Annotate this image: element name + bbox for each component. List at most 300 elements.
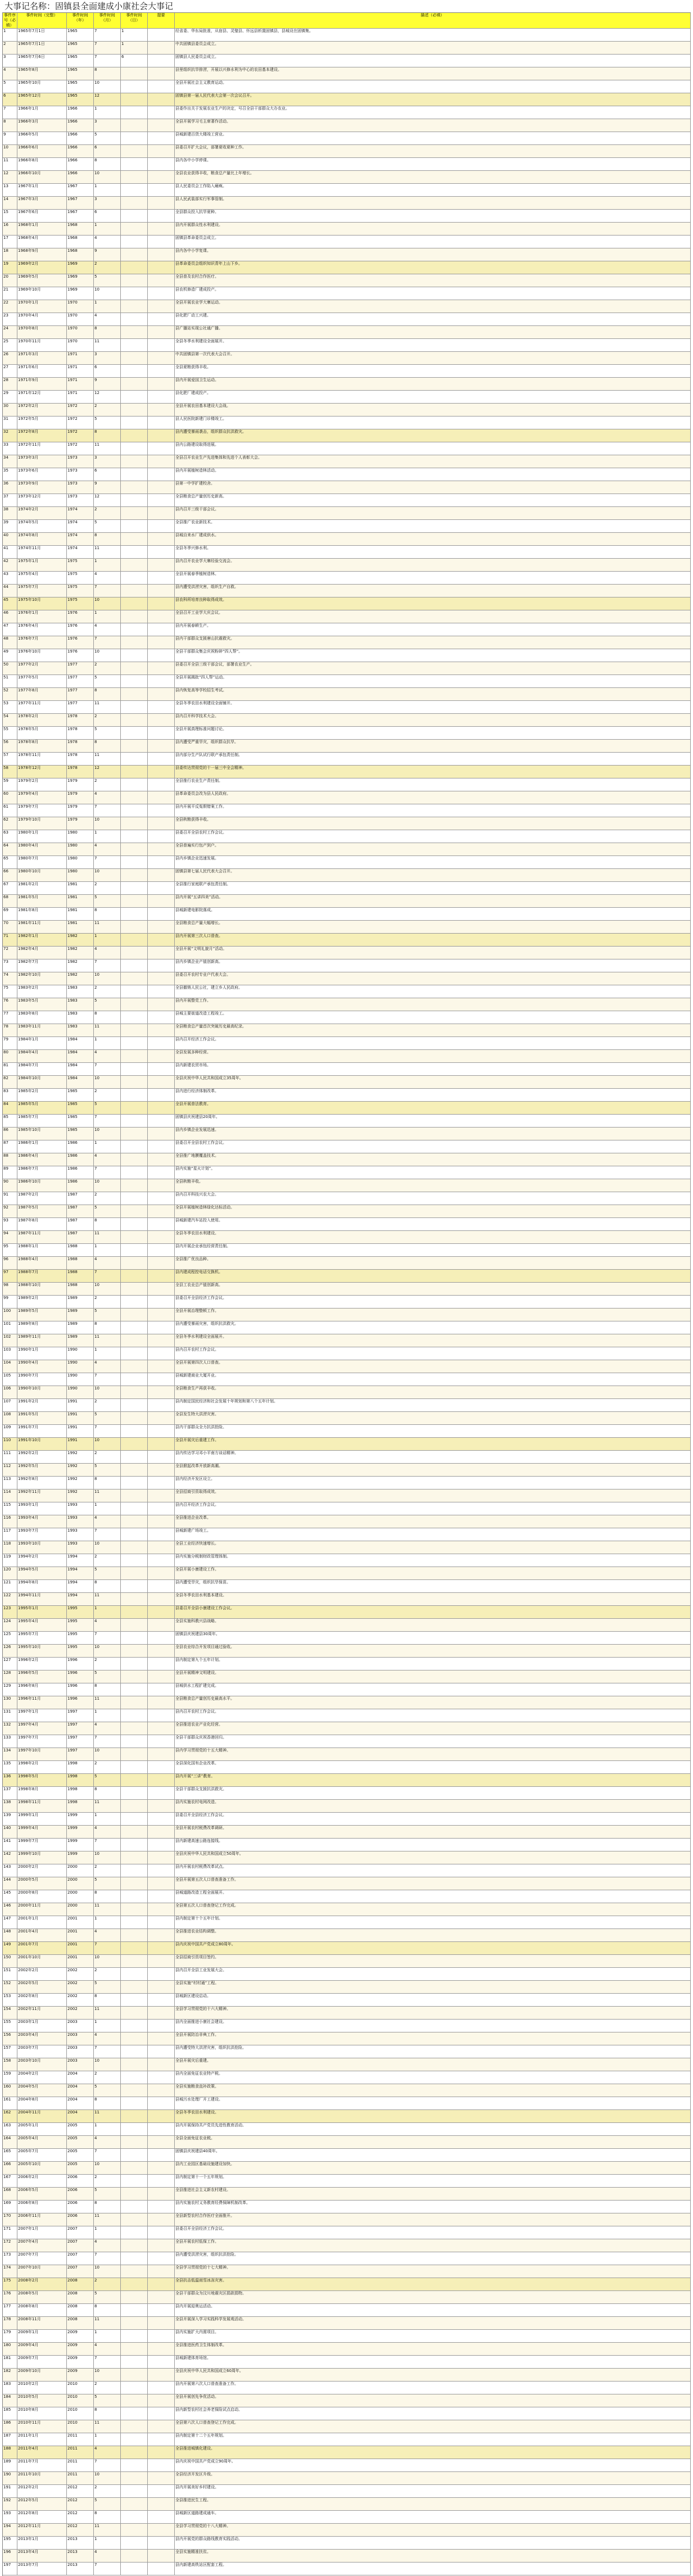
event-month-cell[interactable]: 11 [94,1334,121,1347]
row-number-cell[interactable]: 134 [3,1748,17,1761]
event-month-cell[interactable]: 4 [94,2550,121,2563]
row-number-cell[interactable]: 122 [3,1593,17,1606]
event-date-cell[interactable]: 1997年4月 [17,1722,67,1735]
summary-cell[interactable] [148,248,175,261]
event-date-cell[interactable]: 2001年10月 [17,1955,67,1968]
event-date-cell[interactable]: 2009年1月 [17,2330,67,2343]
event-year-cell[interactable]: 1976 [67,610,94,623]
description-cell[interactable]: 全县实施精准扶贫。 [175,2550,691,2563]
row-number-cell[interactable]: 162 [3,2110,17,2123]
event-month-cell[interactable]: 5 [94,274,121,287]
event-date-cell[interactable]: 2009年4月 [17,2343,67,2356]
event-day-cell[interactable] [121,429,148,442]
event-day-cell[interactable] [121,2343,148,2356]
description-cell[interactable]: 全县开展学习毛主席著作活动。 [175,119,691,132]
row-number-cell[interactable]: 7 [3,106,17,119]
event-month-cell[interactable]: 7 [94,856,121,869]
event-month-cell[interactable]: 4 [94,236,121,248]
description-cell[interactable]: 全县推广优良品种。 [175,1257,691,1270]
description-cell[interactable]: 县内召开农村工作会议。 [175,1709,691,1722]
summary-cell[interactable] [148,2407,175,2420]
summary-cell[interactable] [148,610,175,623]
event-date-cell[interactable]: 1979年2月 [17,778,67,791]
event-month-cell[interactable]: 2 [94,778,121,791]
description-cell[interactable]: 全县冬季农田水利建设。 [175,2110,691,2123]
summary-cell[interactable] [148,701,175,714]
summary-cell[interactable] [148,1670,175,1683]
summary-cell[interactable] [148,2045,175,2058]
event-month-cell[interactable]: 10 [94,171,121,184]
description-cell[interactable]: 县内新型农村社会养老保险试点启动。 [175,2407,691,2420]
event-month-cell[interactable]: 2 [94,2175,121,2188]
summary-cell[interactable] [148,2498,175,2511]
description-cell[interactable]: 固镇县革命委员会成立。 [175,236,691,248]
summary-cell[interactable] [148,2110,175,2123]
event-year-cell[interactable]: 2002 [67,1981,94,1994]
event-year-cell[interactable]: 1979 [67,791,94,804]
event-date-cell[interactable]: 2011年7月 [17,2459,67,2472]
description-cell[interactable]: 县广播站实现公社通广播。 [175,326,691,339]
row-number-cell[interactable]: 148 [3,1929,17,1942]
row-number-cell[interactable]: 83 [3,1089,17,1102]
event-day-cell[interactable] [121,830,148,843]
event-month-cell[interactable]: 5 [94,520,121,533]
event-year-cell[interactable]: 1977 [67,688,94,701]
row-number-cell[interactable]: 65 [3,856,17,869]
row-number-cell[interactable]: 163 [3,2123,17,2136]
event-date-cell[interactable]: 1995年4月 [17,1619,67,1632]
row-number-cell[interactable]: 11 [3,158,17,171]
row-number-cell[interactable]: 42 [3,559,17,572]
description-cell[interactable]: 县内各中小学停课。 [175,158,691,171]
summary-cell[interactable] [148,2123,175,2136]
event-month-cell[interactable]: 7 [94,2252,121,2265]
description-cell[interactable]: 全县深化国有企业改革。 [175,1761,691,1774]
row-number-cell[interactable]: 156 [3,2032,17,2045]
event-year-cell[interactable]: 2008 [67,2304,94,2317]
event-day-cell[interactable] [121,1166,148,1179]
event-year-cell[interactable]: 1974 [67,533,94,546]
event-year-cell[interactable]: 1998 [67,1787,94,1800]
description-cell[interactable]: 县内恢复高等学校招生考试。 [175,688,691,701]
event-year-cell[interactable]: 2003 [67,2020,94,2032]
summary-cell[interactable] [148,1619,175,1632]
event-day-cell[interactable] [121,2394,148,2407]
event-day-cell[interactable] [121,1645,148,1658]
event-date-cell[interactable]: 1993年10月 [17,1541,67,1554]
event-month-cell[interactable]: 2 [94,261,121,274]
event-month-cell[interactable]: 5 [94,2498,121,2511]
description-cell[interactable]: 县内制定第九个五年计划。 [175,1658,691,1670]
row-number-cell[interactable]: 10 [3,145,17,158]
event-year-cell[interactable]: 1989 [67,1309,94,1321]
event-date-cell[interactable]: 1967年3月 [17,197,67,210]
event-date-cell[interactable]: 2002年8月 [17,1994,67,2007]
summary-cell[interactable] [148,1864,175,1877]
description-cell[interactable]: 县革命委员会组织知识青年上山下乡。 [175,261,691,274]
summary-cell[interactable] [148,1373,175,1386]
event-month-cell[interactable]: 1 [94,1037,121,1050]
event-month-cell[interactable]: 8 [94,1011,121,1024]
row-number-cell[interactable]: 25 [3,339,17,352]
description-cell[interactable]: 县内制定第十一个五年规划。 [175,2175,691,2188]
row-number-cell[interactable]: 60 [3,791,17,804]
summary-cell[interactable] [148,404,175,416]
event-day-cell[interactable] [121,2058,148,2071]
row-number-cell[interactable]: 8 [3,119,17,132]
event-year-cell[interactable]: 1999 [67,1826,94,1839]
event-date-cell[interactable]: 1979年10月 [17,817,67,830]
event-day-cell[interactable] [121,2304,148,2317]
event-date-cell[interactable]: 2012年11月 [17,2524,67,2537]
summary-cell[interactable] [148,2032,175,2045]
event-date-cell[interactable]: 2004年5月 [17,2084,67,2097]
event-date-cell[interactable]: 1985年10月 [17,1128,67,1140]
event-date-cell[interactable]: 1981年5月 [17,895,67,908]
event-date-cell[interactable]: 2002年11月 [17,2007,67,2020]
description-cell[interactable]: 全县庆祝中华人民共和国成立50周年。 [175,1851,691,1864]
row-number-cell[interactable]: 1 [3,29,17,42]
row-number-cell[interactable]: 75 [3,985,17,998]
row-number-cell[interactable]: 155 [3,2020,17,2032]
event-year-cell[interactable]: 2010 [67,2407,94,2420]
event-year-cell[interactable]: 1981 [67,895,94,908]
row-number-cell[interactable]: 18 [3,248,17,261]
event-date-cell[interactable]: 1995年7月 [17,1632,67,1645]
description-cell[interactable]: 全县干部群众集会庆祝粉碎“四人帮”。 [175,649,691,662]
event-year-cell[interactable]: 1979 [67,804,94,817]
summary-cell[interactable] [148,184,175,197]
event-month-cell[interactable]: 9 [94,481,121,494]
event-year-cell[interactable]: 2011 [67,2459,94,2472]
summary-cell[interactable] [148,1593,175,1606]
event-month-cell[interactable]: 10 [94,972,121,985]
event-month-cell[interactable]: 3 [94,119,121,132]
description-cell[interactable]: 全县庆祝中华人民共和国成立60周年。 [175,2369,691,2382]
event-year-cell[interactable]: 1987 [67,1205,94,1218]
event-month-cell[interactable]: 11 [94,442,121,455]
event-year-cell[interactable]: 1988 [67,1283,94,1296]
event-date-cell[interactable]: 1973年9月 [17,481,67,494]
row-number-cell[interactable]: 191 [3,2485,17,2498]
description-cell[interactable]: 县内乡镇企业迅速发展。 [175,856,691,869]
summary-cell[interactable] [148,2071,175,2084]
row-number-cell[interactable]: 127 [3,1658,17,1670]
event-month-cell[interactable]: 4 [94,2239,121,2252]
summary-cell[interactable] [148,2485,175,2498]
row-number-cell[interactable]: 171 [3,2226,17,2239]
event-year-cell[interactable]: 1978 [67,727,94,740]
row-number-cell[interactable]: 115 [3,1502,17,1515]
summary-cell[interactable] [148,688,175,701]
event-year-cell[interactable]: 1992 [67,1490,94,1502]
description-cell[interactable]: 县城新建商业大厦开业。 [175,1373,691,1386]
event-year-cell[interactable]: 1968 [67,236,94,248]
event-date-cell[interactable]: 1992年5月 [17,1464,67,1477]
event-year-cell[interactable]: 1971 [67,352,94,365]
row-number-cell[interactable]: 45 [3,597,17,610]
event-year-cell[interactable]: 1995 [67,1606,94,1619]
event-month-cell[interactable]: 4 [94,2343,121,2356]
event-day-cell[interactable] [121,1037,148,1050]
row-number-cell[interactable]: 157 [3,2045,17,2058]
row-number-cell[interactable]: 188 [3,2446,17,2459]
description-cell[interactable]: 县内开展党的群众路线教育实践活动。 [175,2537,691,2550]
event-month-cell[interactable]: 11 [94,1696,121,1709]
event-date-cell[interactable]: 1998年8月 [17,1787,67,1800]
event-day-cell[interactable] [121,649,148,662]
description-cell[interactable]: 县内实施“星火计划”。 [175,1166,691,1179]
event-date-cell[interactable]: 2008年2月 [17,2278,67,2291]
row-number-cell[interactable]: 62 [3,817,17,830]
event-year-cell[interactable]: 2001 [67,1929,94,1942]
summary-cell[interactable] [148,2394,175,2407]
description-cell[interactable]: 县委召开全县农村工作会议。 [175,1140,691,1153]
event-date-cell[interactable]: 1990年10月 [17,1386,67,1399]
summary-cell[interactable] [148,766,175,778]
event-month-cell[interactable]: 7 [94,1270,121,1283]
event-year-cell[interactable]: 2012 [67,2524,94,2537]
row-number-cell[interactable]: 182 [3,2369,17,2382]
row-number-cell[interactable]: 126 [3,1645,17,1658]
description-cell[interactable]: 全县冬季农田水利建设全面铺开。 [175,701,691,714]
event-year-cell[interactable]: 1975 [67,572,94,585]
event-day-cell[interactable] [121,106,148,119]
description-cell[interactable]: 县委召开全县经济工作会议。 [175,1813,691,1826]
event-month-cell[interactable]: 11 [94,1490,121,1502]
event-day-cell[interactable] [121,1011,148,1024]
row-number-cell[interactable]: 20 [3,274,17,287]
event-month-cell[interactable]: 1 [94,300,121,313]
summary-cell[interactable] [148,662,175,675]
column-header[interactable]: 事件时间（年） [67,13,94,29]
event-month-cell[interactable]: 8 [94,2201,121,2213]
row-number-cell[interactable]: 166 [3,2162,17,2175]
event-month-cell[interactable]: 5 [94,2291,121,2304]
row-number-cell[interactable]: 88 [3,1153,17,1166]
summary-cell[interactable] [148,132,175,145]
event-day-cell[interactable] [121,740,148,753]
row-number-cell[interactable]: 159 [3,2071,17,2084]
description-cell[interactable]: 县内新建高速公路连接线。 [175,1839,691,1851]
event-date-cell[interactable]: 1993年7月 [17,1528,67,1541]
row-number-cell[interactable]: 34 [3,455,17,468]
row-number-cell[interactable]: 16 [3,223,17,236]
description-cell[interactable]: 全县掀起改革开放新高潮。 [175,1464,691,1477]
event-month-cell[interactable]: 2 [94,1089,121,1102]
description-cell[interactable]: 县内开展平反冤假错案工作。 [175,804,691,817]
event-year-cell[interactable]: 2007 [67,2265,94,2278]
event-year-cell[interactable]: 1990 [67,1373,94,1386]
event-date-cell[interactable]: 1984年1月 [17,1037,67,1050]
description-cell[interactable]: 全县开展社会主义教育运动。 [175,80,691,93]
summary-cell[interactable] [148,1205,175,1218]
event-day-cell[interactable] [121,416,148,429]
event-year-cell[interactable]: 1973 [67,468,94,481]
row-number-cell[interactable]: 99 [3,1296,17,1309]
event-date-cell[interactable]: 2010年8月 [17,2407,67,2420]
event-year-cell[interactable]: 1984 [67,1076,94,1089]
event-date-cell[interactable]: 1976年7月 [17,636,67,649]
event-year-cell[interactable]: 1969 [67,261,94,274]
description-cell[interactable]: 全县普及农村合作医疗。 [175,274,691,287]
event-year-cell[interactable]: 1978 [67,714,94,727]
event-date-cell[interactable]: 1971年6月 [17,365,67,378]
event-year-cell[interactable]: 2005 [67,2123,94,2136]
row-number-cell[interactable]: 4 [3,67,17,80]
event-month-cell[interactable]: 1 [94,106,121,119]
event-day-cell[interactable] [121,184,148,197]
event-year-cell[interactable]: 1967 [67,184,94,197]
description-cell[interactable]: 县城主要街道改造工程竣工。 [175,1011,691,1024]
description-cell[interactable]: 县内召开经济工作会议。 [175,1502,691,1515]
event-month-cell[interactable]: 8 [94,2511,121,2524]
event-day-cell[interactable] [121,2097,148,2110]
event-year-cell[interactable]: 1987 [67,1231,94,1244]
event-day-cell[interactable] [121,494,148,507]
event-day-cell[interactable] [121,1425,148,1438]
event-year-cell[interactable]: 1979 [67,778,94,791]
event-day-cell[interactable] [121,1477,148,1490]
description-cell[interactable]: 中共固镇县委员会成立。 [175,42,691,55]
event-month-cell[interactable]: 8 [94,1477,121,1490]
event-year-cell[interactable]: 1970 [67,300,94,313]
description-cell[interactable]: 县内公路建设取得进展。 [175,442,691,455]
event-year-cell[interactable]: 1984 [67,1037,94,1050]
event-day-cell[interactable] [121,2007,148,2020]
row-number-cell[interactable]: 44 [3,585,17,597]
event-date-cell[interactable]: 2005年4月 [17,2136,67,2149]
event-year-cell[interactable]: 1969 [67,287,94,300]
summary-cell[interactable] [148,2563,175,2575]
description-cell[interactable]: 县人民医院新建门诊楼竣工。 [175,416,691,429]
summary-cell[interactable] [148,313,175,326]
event-date-cell[interactable]: 1994年8月 [17,1580,67,1593]
event-day-cell[interactable] [121,1877,148,1890]
row-number-cell[interactable]: 137 [3,1787,17,1800]
event-month-cell[interactable]: 12 [94,391,121,404]
summary-cell[interactable] [148,1218,175,1231]
row-number-cell[interactable]: 56 [3,740,17,753]
event-day-cell[interactable] [121,1502,148,1515]
event-date-cell[interactable]: 1966年5月 [17,132,67,145]
row-number-cell[interactable]: 22 [3,300,17,313]
summary-cell[interactable] [148,1063,175,1076]
event-date-cell[interactable]: 1988年4月 [17,1257,67,1270]
event-month-cell[interactable]: 5 [94,1309,121,1321]
row-number-cell[interactable]: 131 [3,1709,17,1722]
summary-cell[interactable] [148,236,175,248]
row-number-cell[interactable]: 128 [3,1670,17,1683]
event-date-cell[interactable]: 1975年1月 [17,559,67,572]
description-cell[interactable]: 全县召开农业生产先进集体和先进个人表彰大会。 [175,455,691,468]
event-date-cell[interactable]: 1969年5月 [17,274,67,287]
event-date-cell[interactable]: 1971年9月 [17,378,67,391]
summary-cell[interactable] [148,1696,175,1709]
description-cell[interactable]: 县内遭受暴雨灾害，组织抗洪救灾。 [175,1321,691,1334]
row-number-cell[interactable]: 73 [3,959,17,972]
event-date-cell[interactable]: 1989年2月 [17,1296,67,1309]
event-year-cell[interactable]: 1976 [67,649,94,662]
row-number-cell[interactable]: 95 [3,1244,17,1257]
summary-cell[interactable] [148,740,175,753]
event-month-cell[interactable]: 8 [94,67,121,80]
event-date-cell[interactable]: 2012年2月 [17,2485,67,2498]
row-number-cell[interactable]: 196 [3,2550,17,2563]
summary-cell[interactable] [148,1877,175,1890]
event-day-cell[interactable] [121,1024,148,1037]
event-day-cell[interactable] [121,1528,148,1541]
description-cell[interactable]: 全县推进农业产业化经营。 [175,1722,691,1735]
event-day-cell[interactable] [121,817,148,830]
event-month-cell[interactable]: 4 [94,791,121,804]
event-year-cell[interactable]: 1965 [67,55,94,67]
description-cell[interactable]: 县内开展保持共产党员先进性教育活动。 [175,2123,691,2136]
event-month-cell[interactable]: 7 [94,1632,121,1645]
row-number-cell[interactable]: 98 [3,1283,17,1296]
description-cell[interactable]: 县内召开经济工作会议。 [175,1037,691,1050]
row-number-cell[interactable]: 138 [3,1800,17,1813]
event-date-cell[interactable]: 1996年2月 [17,1658,67,1670]
event-year-cell[interactable]: 1982 [67,934,94,947]
summary-cell[interactable] [148,2058,175,2071]
event-year-cell[interactable]: 1989 [67,1296,94,1309]
summary-cell[interactable] [148,1477,175,1490]
row-number-cell[interactable]: 27 [3,365,17,378]
event-date-cell[interactable]: 2002年5月 [17,1981,67,1994]
row-number-cell[interactable]: 13 [3,184,17,197]
event-year-cell[interactable]: 2004 [67,2110,94,2123]
event-year-cell[interactable]: 1992 [67,1464,94,1477]
summary-cell[interactable] [148,1748,175,1761]
row-number-cell[interactable]: 149 [3,1942,17,1955]
description-cell[interactable]: 全县农业综合开发项目通过验收。 [175,1645,691,1658]
summary-cell[interactable] [148,1774,175,1787]
event-date-cell[interactable]: 1966年3月 [17,119,67,132]
summary-cell[interactable] [148,1968,175,1981]
event-date-cell[interactable]: 2013年1月 [17,2537,67,2550]
description-cell[interactable]: 全县经济开发区升级。 [175,2472,691,2485]
description-cell[interactable]: 县内开展企业承包经营责任制。 [175,1244,691,1257]
event-day-cell[interactable] [121,1283,148,1296]
event-day-cell[interactable] [121,2330,148,2343]
event-date-cell[interactable]: 1984年4月 [17,1050,67,1063]
event-date-cell[interactable]: 1997年1月 [17,1709,67,1722]
row-number-cell[interactable]: 158 [3,2058,17,2071]
event-month-cell[interactable]: 11 [94,2110,121,2123]
event-day-cell[interactable] [121,2420,148,2433]
event-month-cell[interactable]: 10 [94,1179,121,1192]
event-day-cell[interactable] [121,2265,148,2278]
row-number-cell[interactable]: 116 [3,1515,17,1528]
row-number-cell[interactable]: 108 [3,1412,17,1425]
event-month-cell[interactable]: 4 [94,1929,121,1942]
summary-cell[interactable] [148,1451,175,1464]
event-day-cell[interactable] [121,998,148,1011]
event-month-cell[interactable]: 1 [94,2226,121,2239]
summary-cell[interactable] [148,1166,175,1179]
event-year-cell[interactable]: 1991 [67,1438,94,1451]
event-month-cell[interactable]: 8 [94,1683,121,1696]
event-day-cell[interactable] [121,1115,148,1128]
event-year-cell[interactable]: 1980 [67,843,94,856]
event-year-cell[interactable]: 1993 [67,1502,94,1515]
description-cell[interactable]: 全县粮食总产量大幅增长。 [175,921,691,934]
row-number-cell[interactable]: 173 [3,2252,17,2265]
event-year-cell[interactable]: 1980 [67,830,94,843]
event-month-cell[interactable]: 12 [94,494,121,507]
description-cell[interactable]: 经省委、华东局批准，从宿县、灵璧县、怀远县析置固镇县，县城设在固镇集。 [175,29,691,42]
